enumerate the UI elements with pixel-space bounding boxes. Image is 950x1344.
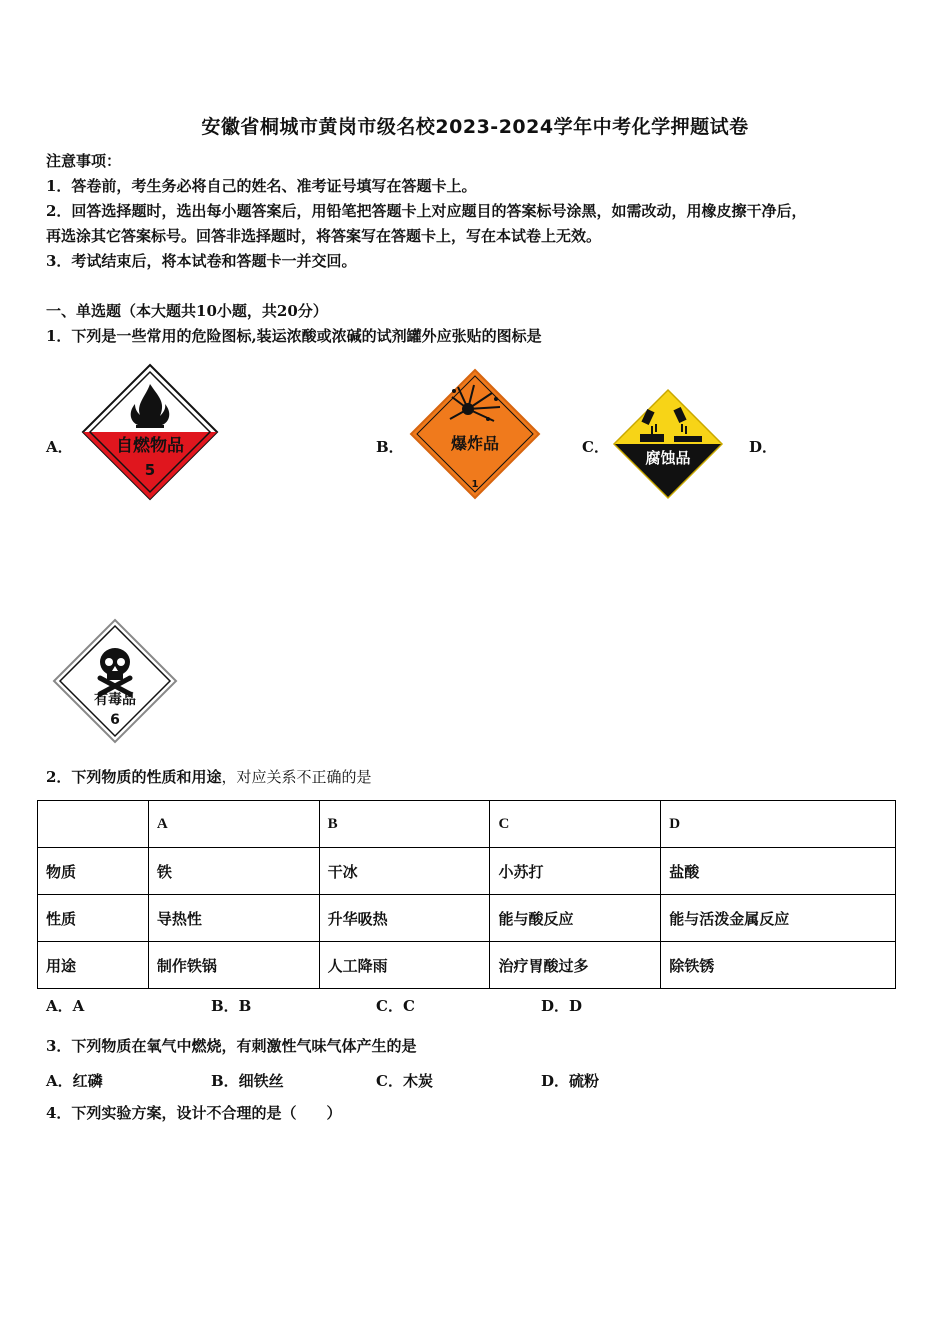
section-heading: 一、单选题（本大题共10小题，共20分） (46, 302, 328, 320)
table-cell: 盐酸 (661, 848, 896, 895)
table-cell: B (319, 801, 490, 848)
table-cell: D (661, 801, 896, 848)
table-row (38, 942, 896, 989)
q1-option-b-label: B． (376, 438, 404, 456)
q2-option-b[interactable]: B．B (211, 997, 252, 1015)
toxic-sign[interactable] (52, 618, 178, 744)
table-cell (38, 801, 149, 848)
sign-d-text: 有毒品 (94, 692, 136, 708)
sign-a-text: 自燃物品 (116, 436, 184, 456)
question-4-stem: 4．下列实验方案，设计不合理的是（ ） (46, 1104, 342, 1122)
table-cell: A (148, 801, 319, 848)
notes-item-3: 3．考试结束后，将本试卷和答题卡一并交回。 (46, 252, 357, 270)
question-2-stem-bold: 2．下列物质的性质和用途 (46, 768, 222, 786)
table-cell: 人工降雨 (319, 942, 490, 989)
explosive-sign[interactable] (408, 367, 542, 501)
notes-item-2-line-1: 2．回答选择题时，选出每小题答案后，用铅笔把答题卡上对应题目的答案标号涂黑，如需改动，用橡皮擦干净后， (46, 202, 807, 220)
notes-item-2-line-2: 再选涂其它答案标号。回答非选择题时，将答案写在答题卡上，写在本试卷上无效。 (46, 227, 602, 245)
q3-option-d[interactable]: D．硫粉 (541, 1072, 600, 1090)
spontaneous-combustion-sign[interactable] (80, 362, 220, 502)
table-cell: 能与酸反应 (490, 895, 661, 942)
table-header-row (38, 801, 896, 848)
table-cell: 能与活泼金属反应 (661, 895, 896, 942)
table-row (38, 848, 896, 895)
q3-option-c[interactable]: C．木炭 (376, 1072, 433, 1090)
table-cell: 导热性 (148, 895, 319, 942)
q1-option-a-label: A． (46, 438, 73, 456)
sign-b-number: 1 (471, 479, 479, 490)
corrosive-sign[interactable] (612, 388, 724, 500)
notes-heading: 注意事项： (46, 152, 122, 170)
table-cell: 制作铁锅 (148, 942, 319, 989)
table-cell: 性质 (38, 895, 149, 942)
sign-d-number: 6 (110, 712, 120, 728)
table-cell: 物质 (38, 848, 149, 895)
exam-title: 安徽省桐城市黄岗市级名校2023-2024学年中考化学押题试卷 (201, 116, 749, 138)
question-1-stem: 1．下列是一些常用的危险图标,装运浓酸或浓碱的试剂罐外应张贴的图标是 (46, 327, 542, 345)
table-cell: 升华吸热 (319, 895, 490, 942)
table-cell: 治疗胃酸过多 (490, 942, 661, 989)
question-2-stem-normal: ，对应关系不正确的是 (221, 768, 372, 786)
sign-c-text: 腐蚀品 (645, 449, 691, 467)
question-2-stem (46, 765, 371, 790)
q2-option-a[interactable]: A．A (46, 997, 85, 1015)
question-3-stem: 3．下列物质在氧气中燃烧，有刺激性气味气体产生的是 (46, 1037, 417, 1055)
q2-option-d[interactable]: D．D (541, 997, 583, 1015)
q1-option-c-label: C． (582, 438, 609, 456)
table-cell: 除铁锈 (661, 942, 896, 989)
table-cell: 小苏打 (490, 848, 661, 895)
q2-option-c[interactable]: C．C (376, 997, 415, 1015)
table-cell: C (490, 801, 661, 848)
table-cell: 干冰 (319, 848, 490, 895)
table-cell: 用途 (38, 942, 149, 989)
q3-option-a[interactable]: A．红磷 (46, 1072, 103, 1090)
table-cell: 铁 (148, 848, 319, 895)
sign-a-number: 5 (144, 461, 156, 479)
table-row (38, 895, 896, 942)
q1-option-d-label: D． (749, 438, 778, 456)
q3-option-b[interactable]: B．细铁丝 (211, 1072, 284, 1090)
notes-item-1: 1．答卷前，考生务必将自己的姓名、准考证号填写在答题卡上。 (46, 177, 477, 195)
sign-b-text: 爆炸品 (450, 434, 500, 453)
properties-table (37, 800, 896, 989)
